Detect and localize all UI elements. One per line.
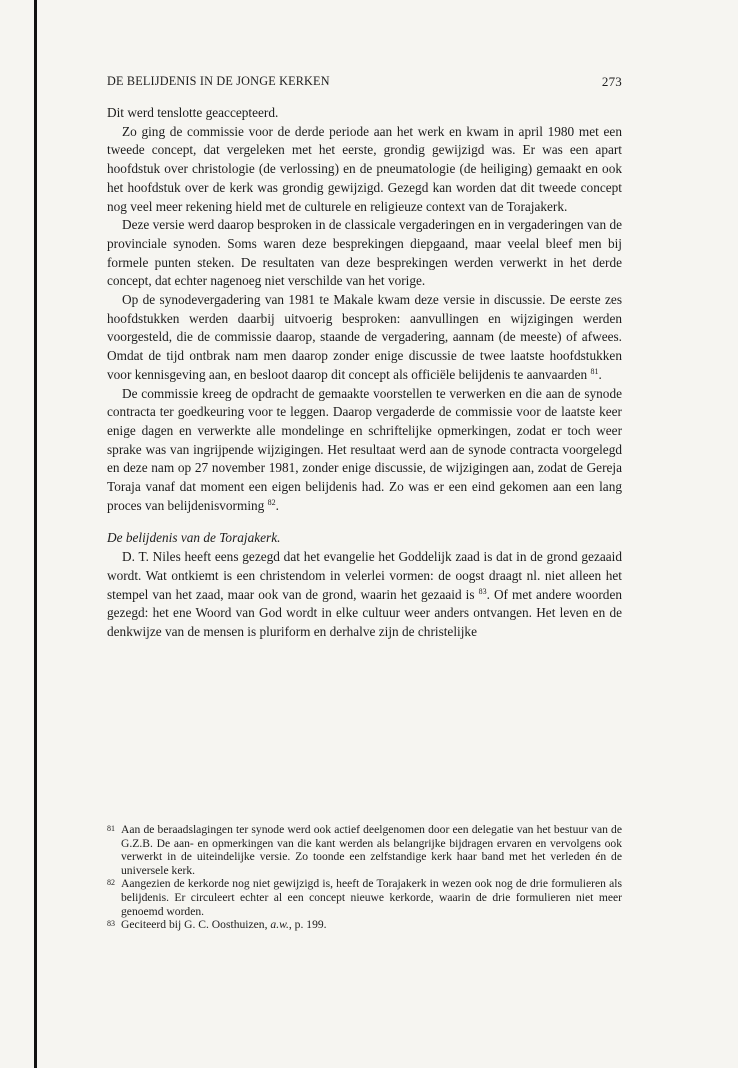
section-heading: De belijdenis van de Torajakerk. (107, 530, 281, 546)
paragraph-3: Deze versie werd daarop besproken in de classicale vergaderingen en in vergaderingen van de provinciale synoden. Soms waren deze besprekingen diepgaand, maar veelal bleef men bij formele punten steken. De resultaten van deze besprekingen werden verwerkt in het derde concept, dat echter nagenoeg niet verschilde van het vorige. (107, 217, 622, 289)
footnote-text: Aan de beraadslagingen ter synode werd ook actief deelgenomen door een delegatie van het bestuur van de G.Z.B. De aan- en opmerkingen van die kant werden als belangrijke bijdragen ervaren en vervolgens ook verwerkt in de uiteindelijke versie. Zo toonde een zelfstandige kerk haar band met het verleden én de universele kerk. (121, 823, 622, 877)
footnote-text-a: Geciteerd bij G. C. Oosthuizen, (121, 918, 271, 932)
paragraph-4-text: Op de synodevergadering van 1981 te Makale kwam deze versie in discussie. De eerste zes hoofdstukken werden daarbij uitvoerig besproken: aanvullingen en wijzigingen werden voorgesteld, die de commissie daarop, staande de vergadering, aannam (de meeste) of afwees. Omdat de tijd ontbrak nam men daarop zonder enige discussie de twee laatste hoofdstukken voor kennisgeving aan, en besloot daarop dit concept als officiële belijdenis te aanvaarden (107, 292, 622, 382)
footnote-ref-83: 83 (478, 586, 487, 596)
paragraph-5-text: De commissie kreeg de opdracht de gemaakte voorstellen te verwerken en die aan de synode contracta ter goedkeuring voor te leggen. Daarop vergaderde de commissie voor de laatste keer enige dagen en verwerkte alle mondelinge en schriftelijke opmerkingen, zodat er toch weer sprake was van ingrijpende wijzigingen. Het resultaat werd aan de synode contracta voorgelegd en deze nam op 27 november 1981, zonder enige discussie, de wijzigingen aan, zodat de Gereja Toraja vanaf dat moment een eigen belijdenis had. Zo was er een eind gekomen aan een lang proces van belijdenisvorming (107, 385, 622, 513)
paragraph-6-text-b: . Of met andere woorden gezegd: het ene Woord van God wordt in elke cultuur weer anders ontvangen. Het leven en de denkwijze van de mensen is pluriform en derhalve zijn de christelijke (107, 586, 623, 639)
paragraph-2: Zo ging de commissie voor de derde periode aan het werk en kwam in april 1980 met een tweede concept, dat vergeleken met het eerste, grondig gewijzigd was. Er was een apart hoofdstuk over christologie (de verlossing) en de pneumatologie (de heiliging) gemaakt en ook het hoofdstuk over de kerk was grondig gewijzigd. Gezegd kan worden dat dit tweede concept nog veel meer rekening hield met de culturele en religieuze context van de Torajakerk. (107, 123, 622, 214)
paragraph-4: Op de synodevergadering van 1981 te Makale kwam deze versie in discussie. De eerste zes hoofdstukken werden daarbij uitvoerig besproken: aanvullingen en wijzigingen werden voorgesteld, die de commissie daarop, staande de vergadering, aannam (de meeste) of afwees. Omdat de tijd ontbrak nam men daarop zonder enige discussie de twee laatste hoofdstukken voor kennisgeving aan, en besloot daarop dit concept als officiële belijdenis te aanvaarden $^{81}$. (107, 292, 622, 382)
running-title: DE BELIJDENIS IN DE JONGE KERKEN (107, 74, 330, 88)
footnote-ref-82: 82 (267, 497, 276, 507)
footnotes (107, 823, 622, 932)
footnote-number: 82 (107, 878, 115, 888)
paragraph-6-text-a: D. T. Niles heeft eens gezegd dat het evangelie het Goddelijk zaad is dat in de grond gezaaid wordt. Wat ontkiemt is een christendom in velerlei vormen: de oogst draagt nl. niet alleen het stempel van het zaad, maar ook van de grond, waarin het gezaaid is (107, 549, 622, 602)
footnote-number: 81 (107, 824, 115, 833)
footnote-ref-81: 81 (590, 366, 599, 376)
paragraph-1: Dit werd tenslotte geaccepteerd. (107, 105, 279, 120)
footnote-text-b: , p. 199. (288, 918, 327, 932)
running-header (107, 74, 622, 90)
footnote-text: Aangezien de kerkorde nog niet gewijzigd is, heeft de Torajakerk in wezen ook nog de drie formulieren als belijdenis. Er circuleert echter al een concept nieuwe kerkorde, waarin de drie formulieren niet meer genoemd worden. (121, 877, 622, 918)
scan-page-edge (34, 0, 37, 1068)
page-number: 273 (601, 74, 622, 89)
footnote-81 (107, 823, 622, 877)
paragraph-6 (107, 548, 622, 642)
main-text (107, 104, 622, 642)
footnote-83 (107, 918, 622, 932)
footnote-number: 83 (107, 919, 115, 929)
footnote-82 (107, 877, 622, 918)
paragraph-5: De commissie kreeg de opdracht de gemaakte voorstellen te verwerken en die aan de synode contracta ter goedkeuring voor te leggen. Daarop vergaderde de commissie voor de laatste keer enige dagen en verwerkte alle mondelinge en schriftelijke opmerkingen, zodat er toch weer sprake was van ingrijpende wijzigingen. Het resultaat werd aan de synode contracta voorgelegd en deze nam op 27 november 1981, zonder enige discussie, de wijzigingen aan, zodat de Gereja Toraja vanaf dat moment een eigen belijdenis had. Zo was er een eind gekomen aan een lang proces van belijdenisvorming $^{82}$. (107, 385, 622, 513)
footnote-text-italic: a.w. (270, 918, 289, 932)
